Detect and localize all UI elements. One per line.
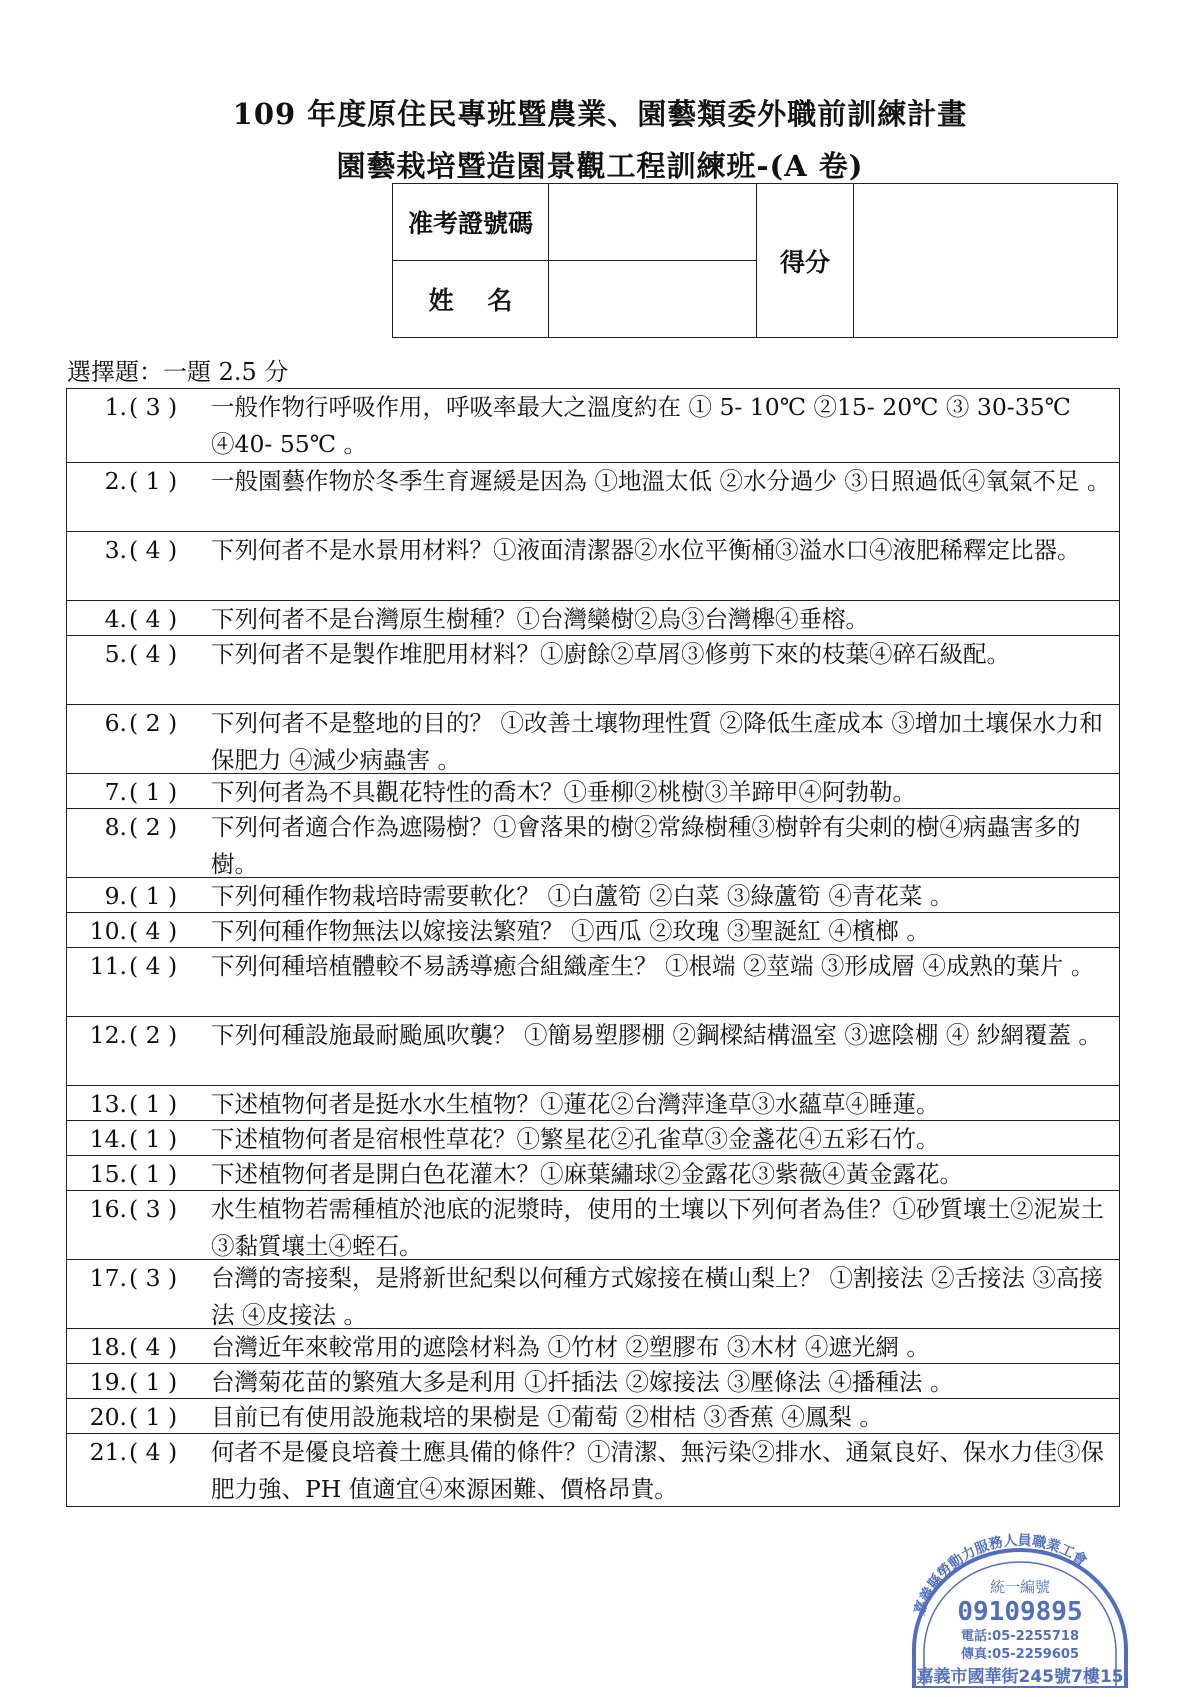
document-title-line1: 109 年度原住民專班暨農業、園藝類委外職前訓練計畫	[232, 97, 968, 131]
section-heading: 選擇題：一題 2.5 分	[67, 358, 289, 386]
question-row	[67, 1191, 1119, 1260]
question-text: 下述植物何者是挺水水生植物？①蓮花②台灣萍逢草③水蘊草④睡蓮。	[211, 1090, 940, 1118]
question-number: 21.	[89, 1438, 127, 1466]
question-answer: ( 1 )	[129, 1403, 178, 1431]
question-number: 15.	[89, 1160, 127, 1188]
question-number: 12.	[89, 1021, 127, 1049]
question-answer: ( 4 )	[129, 1438, 178, 1466]
question-row	[67, 913, 1119, 948]
question-number: 11.	[89, 952, 127, 980]
question-row	[67, 878, 1119, 913]
stamp-address: 嘉義市國華街245號7樓15	[916, 1667, 1124, 1687]
stamp-org-text: 嘉義縣勞動力服務人員職業工會	[911, 1532, 1090, 1618]
candidate-info-table	[392, 183, 1118, 338]
question-number: 1.	[104, 393, 127, 421]
question-number: 4.	[104, 605, 127, 633]
name-field[interactable]	[549, 261, 757, 338]
question-answer: ( 1 )	[129, 1368, 178, 1396]
question-text: 台灣的寄接梨，是將新世紀梨以何種方式嫁接在橫山梨上？ ①割接法 ②舌接法 ③高接法 ④皮接法 。	[211, 1264, 1103, 1329]
question-text: 下列何者不是台灣原生樹種？①台灣欒樹②烏③台灣櫸④垂榕。	[211, 605, 869, 633]
question-number: 6.	[104, 709, 127, 737]
question-text: 下述植物何者是宿根性草花？①繁星花②孔雀草③金盞花④五彩石竹。	[211, 1125, 940, 1153]
question-answer: ( 3 )	[129, 1195, 178, 1223]
question-row	[67, 1156, 1119, 1191]
question-text: 下列何種設施最耐颱風吹襲？ ①簡易塑膠棚 ②鋼樑結構溫室 ③遮陰棚 ④ 紗網覆蓋 。	[211, 1021, 1102, 1049]
question-answer: ( 1 )	[129, 467, 178, 495]
question-answer: ( 1 )	[129, 1090, 178, 1118]
question-text: 下列何者不是水景用材料？①液面清潔器②水位平衡桶③溢水口④液肥稀釋定比器。	[211, 536, 1081, 564]
question-answer: ( 1 )	[129, 1160, 178, 1188]
question-number: 7.	[104, 778, 127, 806]
name-label: 姓 名	[393, 261, 549, 338]
question-text: 下列何者適合作為遮陽樹？①會落果的樹②常綠樹種③樹幹有尖刺的樹④病蟲害多的樹。	[211, 813, 1081, 878]
question-row	[67, 601, 1119, 636]
question-answer: ( 4 )	[129, 917, 178, 945]
question-answer: ( 1 )	[129, 1125, 178, 1153]
question-text: 台灣近年來較常用的遮陰材料為 ①竹材 ②塑膠布 ③木材 ④遮光網 。	[211, 1333, 930, 1361]
stamp-fax: 傳真:05-2259605	[960, 1647, 1080, 1662]
question-row	[67, 1399, 1119, 1434]
union-stamp	[900, 1520, 1140, 1688]
question-number: 10.	[89, 917, 127, 945]
question-row	[67, 1329, 1119, 1364]
question-row	[67, 809, 1119, 878]
question-number: 9.	[104, 882, 127, 910]
question-text: 台灣菊花苗的繁殖大多是利用 ①扦插法 ②嫁接法 ③壓條法 ④播種法 。	[211, 1368, 954, 1396]
question-answer: ( 3 )	[129, 393, 178, 421]
score-field[interactable]	[854, 184, 1118, 338]
question-number: 14.	[89, 1125, 127, 1153]
question-answer: ( 1 )	[129, 778, 178, 806]
question-row	[67, 463, 1119, 532]
question-row	[67, 636, 1119, 705]
question-number: 18.	[89, 1333, 127, 1361]
question-text: 何者不是優良培養土應具備的條件？①清潔、無污染②排水、通氣良好、保水力佳③保肥力強、PH 值適宜④來源困難、價格昂貴。	[211, 1438, 1104, 1503]
question-answer: ( 4 )	[129, 536, 178, 564]
question-text: 一般園藝作物於冬季生育遲緩是因為 ①地溫太低 ②水分過少 ③日照過低④氧氣不足 。	[211, 467, 1111, 495]
question-answer: ( 2 )	[129, 1021, 178, 1049]
stamp-tax-id-label: 統一編號	[989, 1578, 1051, 1596]
question-row	[67, 532, 1119, 601]
question-number: 20.	[89, 1403, 127, 1431]
question-answer: ( 1 )	[129, 882, 178, 910]
question-text: 下列何者為不具觀花特性的喬木？①垂柳②桃樹③羊蹄甲④阿勃勒。	[211, 778, 916, 806]
exam-id-field[interactable]	[549, 184, 757, 261]
question-list	[66, 388, 1120, 1507]
stamp-phone: 電話:05-2255718	[960, 1629, 1080, 1644]
question-number: 19.	[89, 1368, 127, 1396]
question-answer: ( 4 )	[129, 952, 178, 980]
question-row	[67, 1017, 1119, 1086]
question-text: 下述植物何者是開白色花灌木？①麻葉繡球②金露花③紫薇④黃金露花。	[211, 1160, 963, 1188]
document-title-line2: 園藝栽培暨造園景觀工程訓練班-(A 卷)	[336, 149, 864, 183]
question-text: 下列何種作物栽培時需要軟化？ ①白蘆筍 ②白菜 ③綠蘆筍 ④青花菜 。	[211, 882, 954, 910]
question-text: 下列何者不是整地的目的？ ①改善土壤物理性質 ②降低生產成本 ③增加土壤保水力和保肥力 ④減少病蟲害 。	[211, 709, 1103, 774]
question-number: 16.	[89, 1195, 127, 1223]
question-number: 13.	[89, 1090, 127, 1118]
question-number: 8.	[104, 813, 127, 841]
question-number: 17.	[89, 1264, 127, 1292]
exam-id-label: 准考證號碼	[393, 184, 549, 261]
question-answer: ( 3 )	[129, 1264, 178, 1292]
score-label: 得分	[757, 184, 854, 338]
question-row	[67, 389, 1119, 463]
question-row	[67, 1260, 1119, 1329]
question-row	[67, 774, 1119, 809]
question-answer: ( 4 )	[129, 1333, 178, 1361]
question-text: 一般作物行呼吸作用，呼吸率最大之溫度約在 ① 5- 10℃ ②15- 20℃ ③ 30-35℃ ④40- 55℃ 。	[211, 393, 1071, 458]
question-text: 下列何種作物無法以嫁接法繁殖？ ①西瓜 ②玫瑰 ③聖誕紅 ④檳榔 。	[211, 917, 930, 945]
question-answer: ( 4 )	[129, 605, 178, 633]
question-row	[67, 705, 1119, 774]
question-row	[67, 1434, 1119, 1506]
question-row	[67, 1364, 1119, 1399]
question-text: 水生植物若需種植於池底的泥漿時，使用的土壤以下列何者為佳？①砂質壤土②泥炭土③黏質壤土④蛭石。	[211, 1195, 1104, 1260]
question-number: 2.	[104, 467, 127, 495]
question-number: 5.	[104, 640, 127, 668]
question-number: 3.	[104, 536, 127, 564]
question-answer: ( 2 )	[129, 709, 178, 737]
stamp-tax-id: 09109895	[957, 1597, 1083, 1627]
question-row	[67, 1121, 1119, 1156]
question-answer: ( 4 )	[129, 640, 178, 668]
question-row	[67, 948, 1119, 1017]
question-text: 下列何種培植體較不易誘導癒合組織產生？ ①根端 ②莖端 ③形成層 ④成熟的葉片 。	[211, 952, 1095, 980]
question-row	[67, 1086, 1119, 1121]
question-text: 下列何者不是製作堆肥用材料？①廚餘②草屑③修剪下來的枝葉④碎石級配。	[211, 640, 1010, 668]
question-answer: ( 2 )	[129, 813, 178, 841]
question-text: 目前已有使用設施栽培的果樹是 ①葡萄 ②柑桔 ③香蕉 ④鳳梨 。	[211, 1403, 883, 1431]
